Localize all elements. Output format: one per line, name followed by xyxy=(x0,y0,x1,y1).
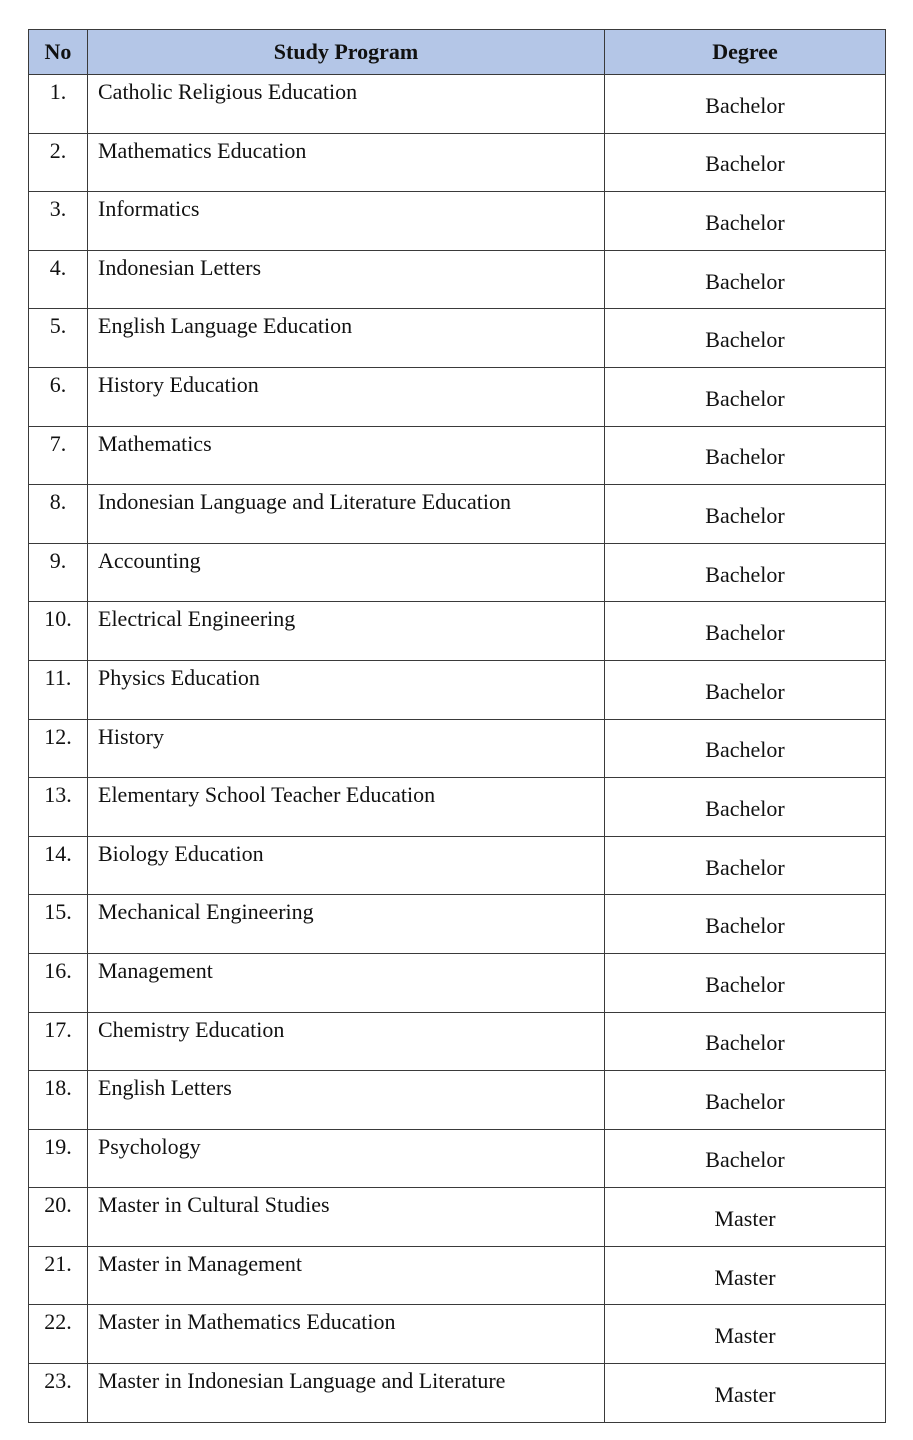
study-program-name: Informatics xyxy=(88,192,605,251)
degree-value: Bachelor xyxy=(605,660,886,719)
row-number: 16. xyxy=(29,953,88,1012)
degree-value: Bachelor xyxy=(605,309,886,368)
degree-value: Bachelor xyxy=(605,250,886,309)
table-row xyxy=(29,836,886,895)
row-number: 17. xyxy=(29,1012,88,1071)
row-number: 6. xyxy=(29,367,88,426)
study-program-name: English Letters xyxy=(88,1071,605,1130)
row-number: 3. xyxy=(29,192,88,251)
table-row xyxy=(29,1246,886,1305)
table-row xyxy=(29,1012,886,1071)
table-row xyxy=(29,1305,886,1364)
study-program-name: Master in Indonesian Language and Literature xyxy=(88,1364,605,1423)
table-row xyxy=(29,602,886,661)
row-number: 2. xyxy=(29,133,88,192)
study-program-name: Master in Cultural Studies xyxy=(88,1188,605,1247)
row-number: 23. xyxy=(29,1364,88,1423)
table-row xyxy=(29,543,886,602)
degree-value: Bachelor xyxy=(605,485,886,544)
row-number: 20. xyxy=(29,1188,88,1247)
table-row xyxy=(29,660,886,719)
row-number: 8. xyxy=(29,485,88,544)
degree-value: Bachelor xyxy=(605,75,886,134)
table-row xyxy=(29,133,886,192)
table-row xyxy=(29,1364,886,1423)
row-number: 4. xyxy=(29,250,88,309)
table-row xyxy=(29,426,886,485)
study-program-name: Indonesian Language and Literature Education xyxy=(88,485,605,544)
degree-value: Bachelor xyxy=(605,953,886,1012)
study-program-name: Mathematics xyxy=(88,426,605,485)
study-program-table xyxy=(28,29,886,1423)
table-row xyxy=(29,250,886,309)
study-program-name: Electrical Engineering xyxy=(88,602,605,661)
row-number: 5. xyxy=(29,309,88,368)
row-number: 15. xyxy=(29,895,88,954)
degree-value: Bachelor xyxy=(605,367,886,426)
study-program-name: History Education xyxy=(88,367,605,426)
table-row xyxy=(29,75,886,134)
degree-value: Bachelor xyxy=(605,133,886,192)
table-row xyxy=(29,1188,886,1247)
study-program-name: English Language Education xyxy=(88,309,605,368)
study-program-name: Biology Education xyxy=(88,836,605,895)
study-program-name: Mechanical Engineering xyxy=(88,895,605,954)
study-program-name: Catholic Religious Education xyxy=(88,75,605,134)
row-number: 18. xyxy=(29,1071,88,1130)
table-row xyxy=(29,953,886,1012)
degree-value: Bachelor xyxy=(605,1012,886,1071)
row-number: 9. xyxy=(29,543,88,602)
study-program-name: Master in Mathematics Education xyxy=(88,1305,605,1364)
table-row xyxy=(29,778,886,837)
degree-value: Bachelor xyxy=(605,602,886,661)
study-program-name: Mathematics Education xyxy=(88,133,605,192)
header-no: No xyxy=(29,30,88,75)
degree-value: Bachelor xyxy=(605,895,886,954)
degree-value: Master xyxy=(605,1188,886,1247)
row-number: 21. xyxy=(29,1246,88,1305)
header-row xyxy=(29,30,886,75)
study-program-name: History xyxy=(88,719,605,778)
degree-value: Bachelor xyxy=(605,192,886,251)
row-number: 22. xyxy=(29,1305,88,1364)
degree-value: Master xyxy=(605,1364,886,1423)
table-row xyxy=(29,895,886,954)
table-row xyxy=(29,485,886,544)
row-number: 19. xyxy=(29,1129,88,1188)
degree-value: Bachelor xyxy=(605,719,886,778)
degree-value: Bachelor xyxy=(605,543,886,602)
table-row xyxy=(29,719,886,778)
table-row xyxy=(29,192,886,251)
study-program-name: Accounting xyxy=(88,543,605,602)
row-number: 1. xyxy=(29,75,88,134)
header-degree: Degree xyxy=(605,30,886,75)
study-program-name: Master in Management xyxy=(88,1246,605,1305)
row-number: 13. xyxy=(29,778,88,837)
study-program-name: Elementary School Teacher Education xyxy=(88,778,605,837)
table-body xyxy=(29,75,886,1423)
row-number: 7. xyxy=(29,426,88,485)
degree-value: Bachelor xyxy=(605,426,886,485)
study-program-name: Chemistry Education xyxy=(88,1012,605,1071)
study-program-name: Indonesian Letters xyxy=(88,250,605,309)
degree-value: Bachelor xyxy=(605,1129,886,1188)
row-number: 11. xyxy=(29,660,88,719)
study-program-name: Physics Education xyxy=(88,660,605,719)
table-row xyxy=(29,367,886,426)
row-number: 14. xyxy=(29,836,88,895)
degree-value: Master xyxy=(605,1246,886,1305)
table-row xyxy=(29,309,886,368)
table-row xyxy=(29,1071,886,1130)
header-study-program: Study Program xyxy=(88,30,605,75)
degree-value: Master xyxy=(605,1305,886,1364)
study-program-name: Psychology xyxy=(88,1129,605,1188)
table-header xyxy=(29,30,886,75)
degree-value: Bachelor xyxy=(605,778,886,837)
degree-value: Bachelor xyxy=(605,1071,886,1130)
row-number: 10. xyxy=(29,602,88,661)
row-number: 12. xyxy=(29,719,88,778)
table-row xyxy=(29,1129,886,1188)
study-program-name: Management xyxy=(88,953,605,1012)
degree-value: Bachelor xyxy=(605,836,886,895)
